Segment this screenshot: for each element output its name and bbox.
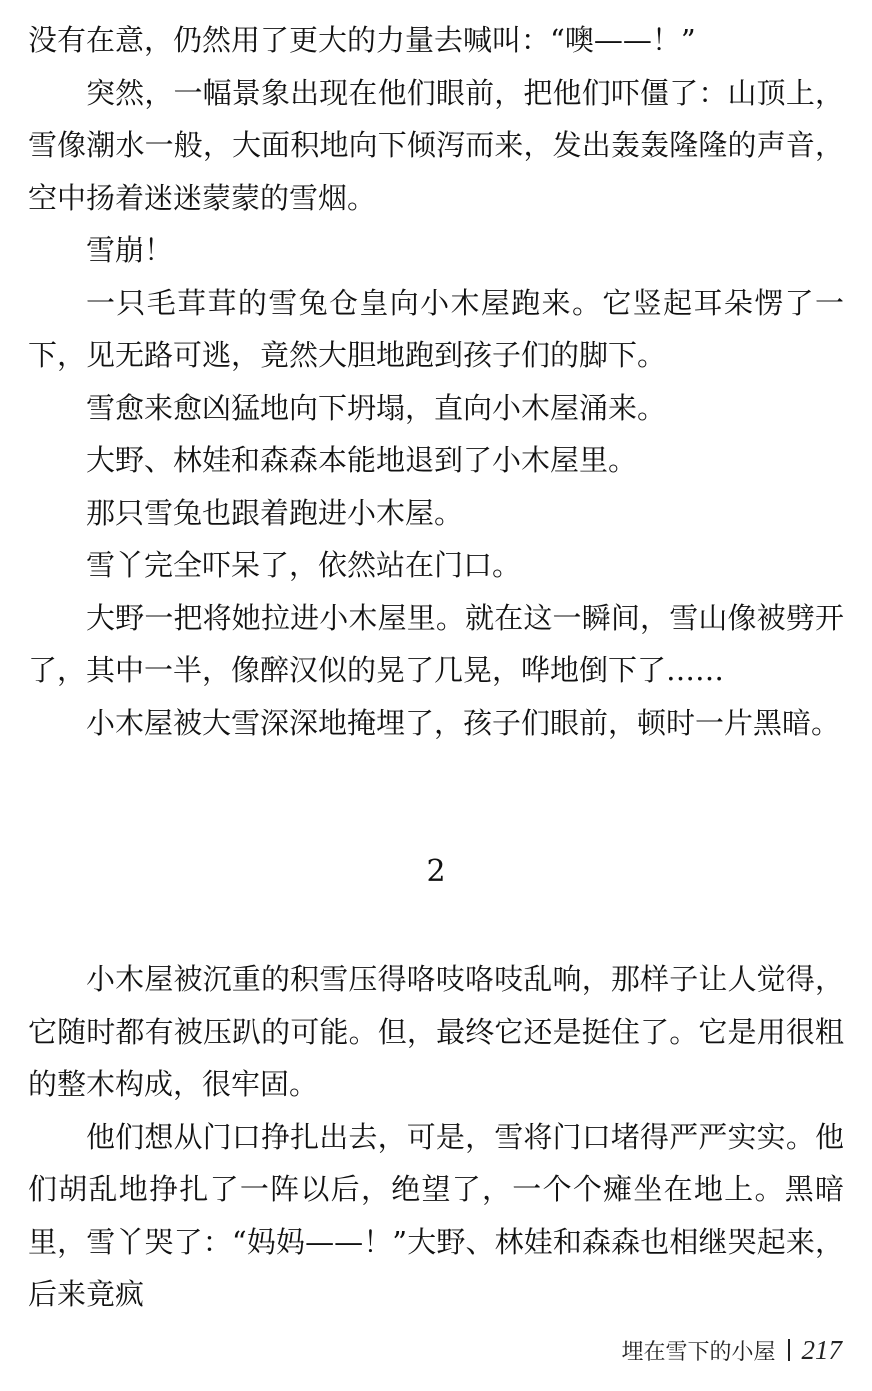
paragraph-continued: 没有在意，仍然用了更大的力量去喊叫：“噢——！” [28,23,696,57]
footer-divider [788,1339,790,1361]
paragraph: 那只雪兔也跟着跑进小木屋。 [86,495,464,530]
paragraph: 雪愈来愈凶猛地向下坍塌，直向小木屋涌来。 [86,390,667,425]
section-heading-number: 2 [426,854,446,889]
page-footer [621,1330,842,1370]
paragraph: 大野、林娃和森森本能地退到了小木屋里。 [86,443,638,477]
paragraph: 大野一把将她拉进小木屋里。就在这一瞬间，雪山像被劈开了，其中一半，像醉汉似的晃了几晃，哗地倒下了…… [28,600,844,687]
paragraph: 他们想从门口挣扎出去，可是，雪将门口堵得严严实实。他们胡乱地挣扎了一阵以后，绝望了，一个个瘫坐在地上。黑暗里，雪丫哭了：“妈妈——！”大野、林娃和森森也相继哭起来，后来竟疯 [28,1119,844,1311]
section-2-text [28,953,844,1321]
paragraph: 小木屋被大雪深深地掩埋了，孩子们眼前，顿时一片黑暗。 [86,705,841,740]
page-number: 217 [801,1334,842,1365]
paragraph: 小木屋被沉重的积雪压得咯吱咯吱乱响，那样子让人觉得，它随时都有被压趴的可能。但，最终它还是挺住了。它是用很粗的整木构成，很牢固。 [28,962,844,1101]
paragraph: 雪丫完全吓呆了，依然站在门口。 [86,548,522,582]
running-title: 埋在雪下的小屋 [621,1339,776,1365]
section-1-text [28,14,844,749]
paragraph: 突然，一幅景象出现在他们眼前，把他们吓僵了：山顶上，雪像潮水一般，大面积地向下倾泻而来，发出轰轰隆隆的声音，空中扬着迷迷蒙蒙的雪烟。 [28,75,844,215]
paragraph: 雪崩！ [86,233,174,267]
paragraph: 一只毛茸茸的雪兔仓皇向小木屋跑来。它竖起耳朵愣了一下，见无路可逃，竟然大胆地跑到孩子们的脚下。 [28,285,844,372]
